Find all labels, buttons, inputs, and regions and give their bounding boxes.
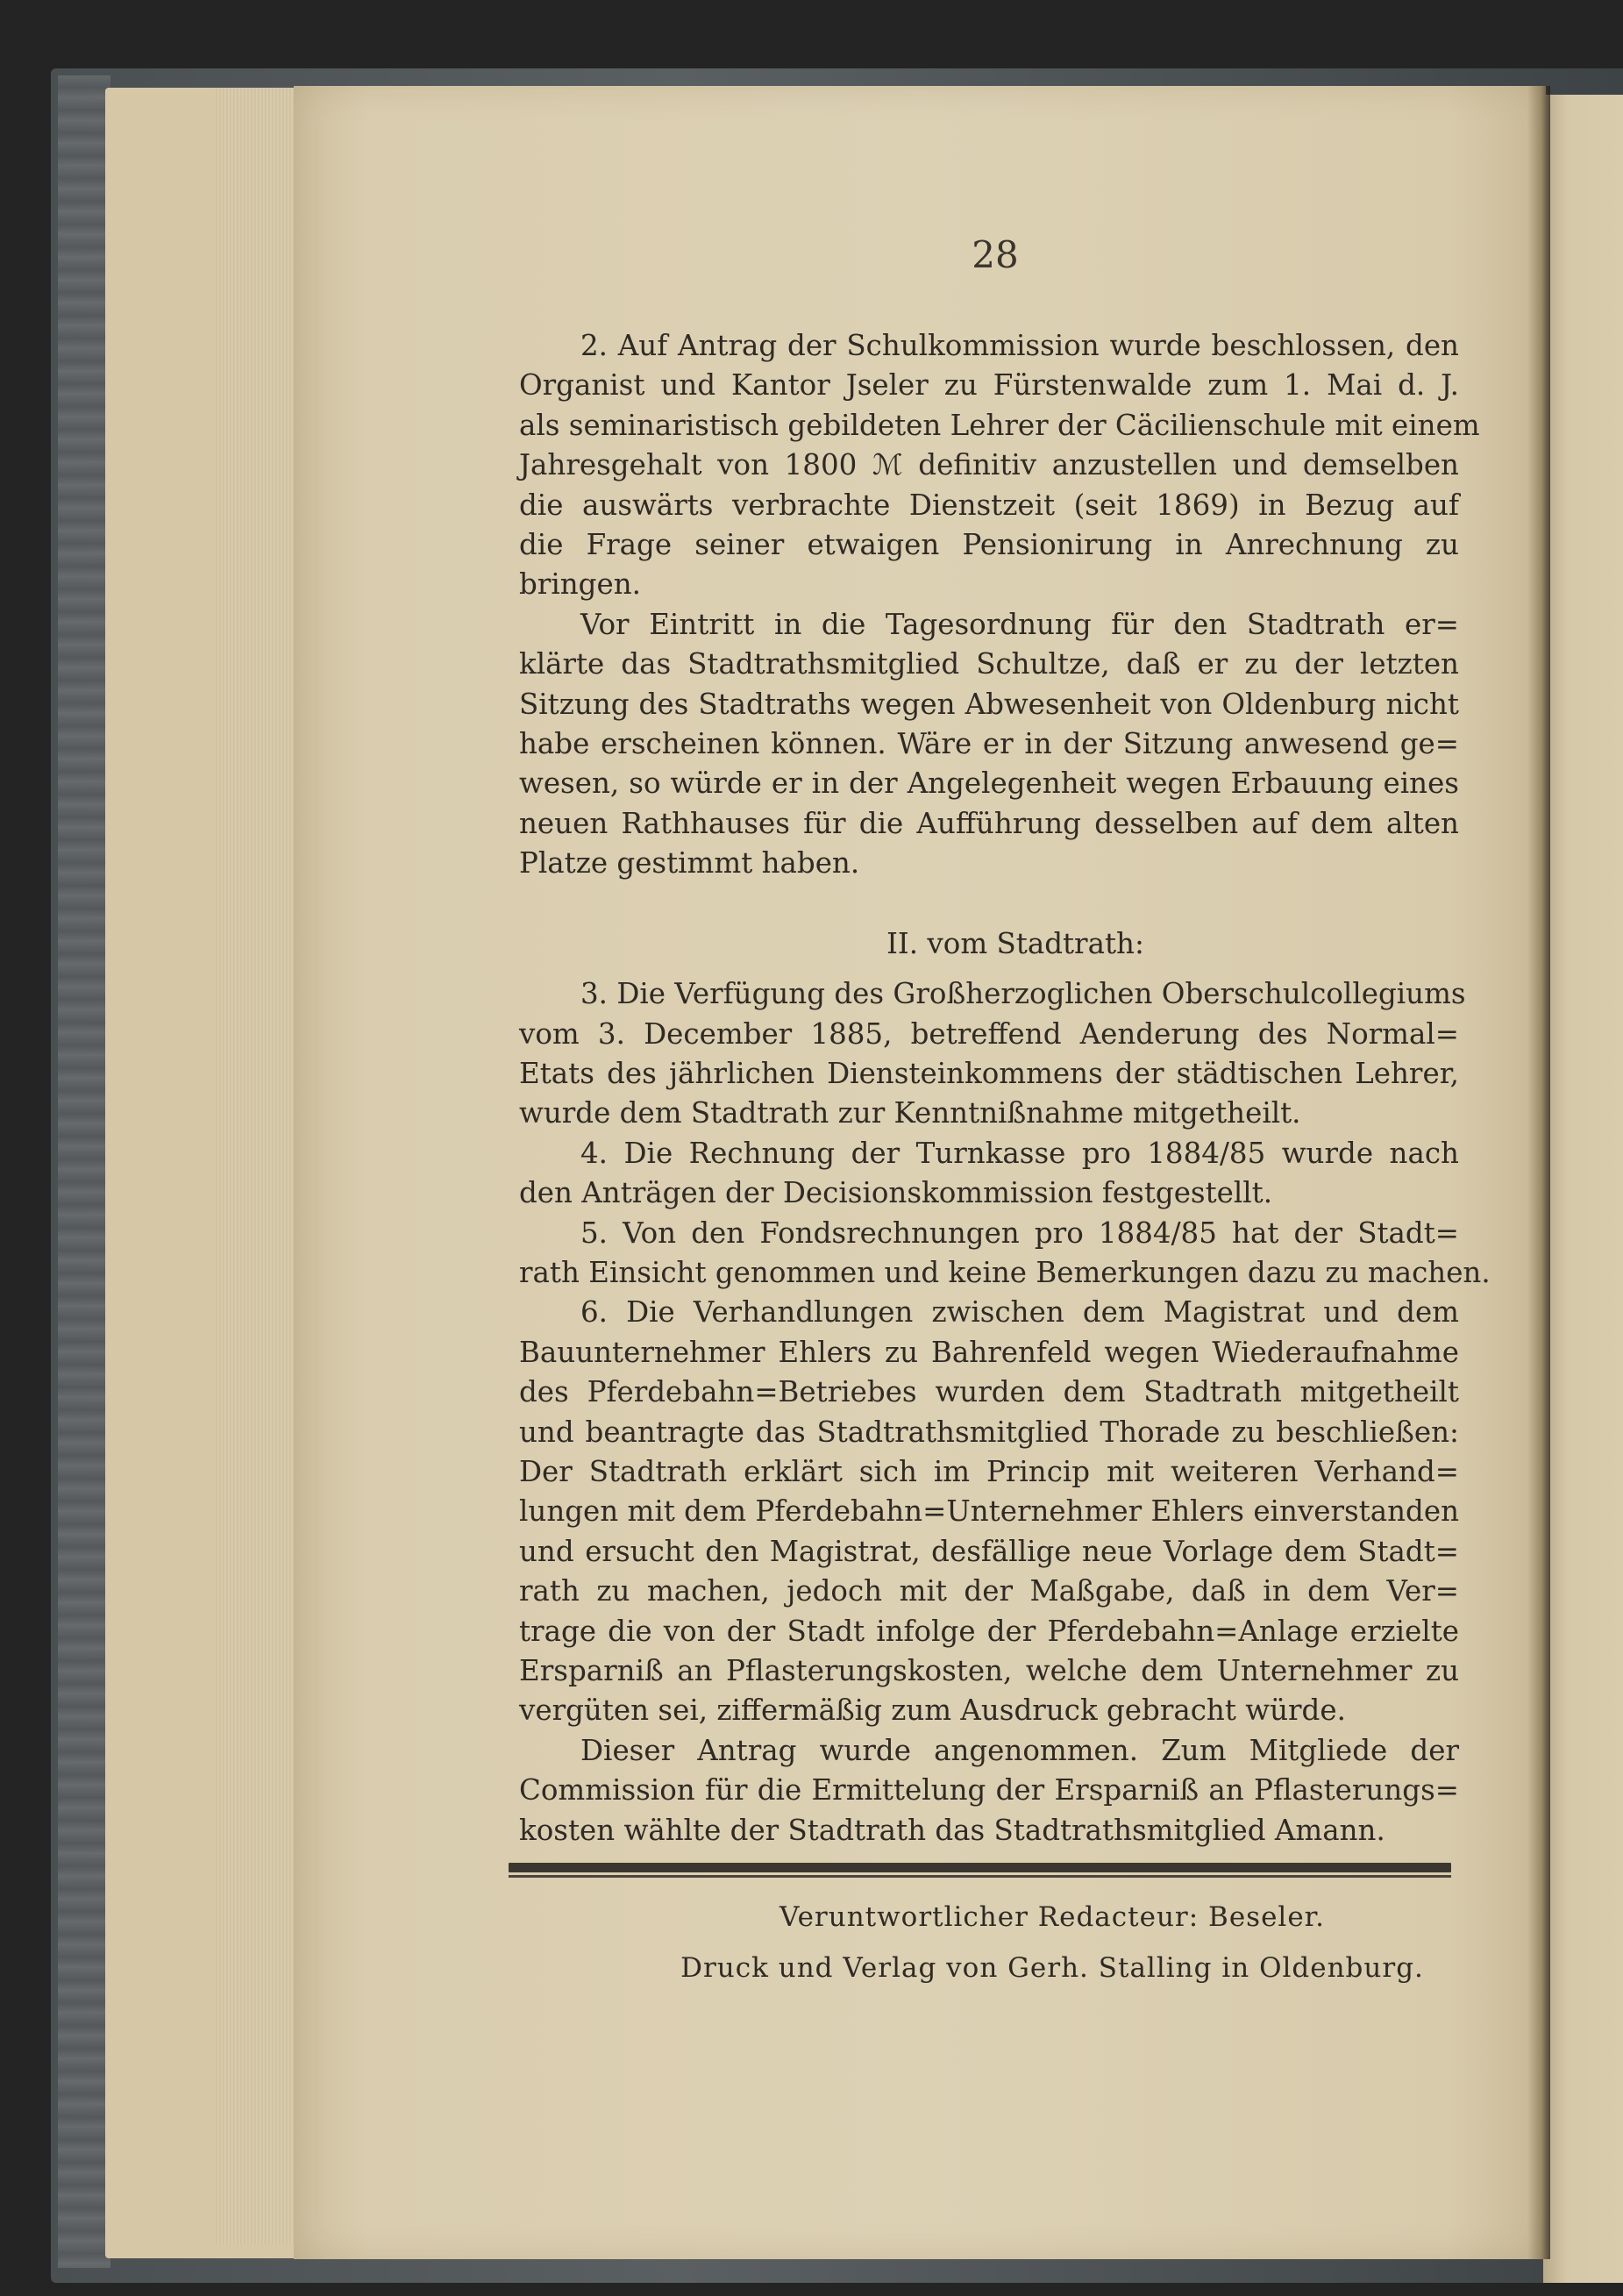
text-line: die Frage seiner etwaigen Pensionirung in Anrechnung zu — [519, 528, 1459, 562]
text-line: und beantragte das Stadtrathsmitglied Thorade zu beschließen: — [519, 1415, 1459, 1449]
text-line: 5. Von den Fondsrechnungen pro 1884/85 hat der Stadt= — [580, 1216, 1459, 1250]
text-line: habe erscheinen können. Wäre er in der Sitzung anwesend ge= — [519, 727, 1459, 761]
text-line: Bauunternehmer Ehlers zu Bahrenfeld wegen Wiederaufnahme — [519, 1335, 1459, 1369]
text-line: trage die von der Stadt infolge der Pferdebahn=Anlage erzielte — [519, 1614, 1459, 1648]
text-line: Dieser Antrag wurde angenommen. Zum Mitgliede der — [580, 1733, 1459, 1767]
text-line: Der Stadtrath erklärt sich im Princip mit weiteren Verhand= — [519, 1454, 1459, 1488]
text-line: Commission für die Ermittelung der Ersparniß an Pflasterungs= — [519, 1773, 1459, 1808]
text-line: wurde dem Stadtrath zur Kenntnißnahme mitgetheilt. — [519, 1096, 1301, 1130]
text-line: 2. Auf Antrag der Schulkommission wurde beschlossen, den — [580, 329, 1459, 362]
text-line: den Anträgen der Decisionskommission festgestellt. — [519, 1176, 1273, 1210]
text-line: bringen. — [519, 567, 641, 602]
text-line: Ersparniß an Pflasterungskosten, welche dem Unternehmer zu — [519, 1654, 1459, 1687]
footer-rule-thin — [509, 1875, 1451, 1878]
text-line: Platze gestimmt haben. — [519, 846, 860, 881]
text-line: vergüten sei, ziffermäßig zum Ausdruck gebracht würde. — [519, 1693, 1346, 1728]
text-line: kosten wählte der Stadtrath das Stadtrathsmitglied Amann. — [519, 1813, 1385, 1847]
publisher-line: Druck und Verlag von Gerh. Stalling in Oldenburg. — [680, 1952, 1424, 1984]
text-line: 6. Die Verhandlungen zwischen dem Magistrat und dem — [580, 1295, 1459, 1330]
text-line: des Pferdebahn=Betriebes wurden dem Stadtrath mitgetheilt — [519, 1375, 1459, 1409]
text-line: 3. Die Verfügung des Großherzoglichen Oberschulcollegiums — [580, 977, 1466, 1011]
text-line: Vor Eintritt in die Tagesordnung für den Stadtrath er= — [580, 607, 1459, 641]
text-line: und ersucht den Magistrat, desfällige neue Vorlage dem Stadt= — [519, 1534, 1459, 1568]
footer-rule — [509, 1863, 1451, 1872]
paragraphs-section-2 — [519, 974, 1491, 1850]
text-line: 4. Die Rechnung der Turnkasse pro 1884/85 wurde nach — [580, 1136, 1459, 1170]
text-line: Organist und Kantor Jseler zu Fürstenwalde zum 1. Mai d. J. — [519, 368, 1459, 403]
text-line: Jahresgehalt von 1800 ℳ definitiv anzustellen und demselben — [519, 448, 1459, 482]
cover-spine-edge — [58, 75, 110, 2268]
section-heading: II. vom Stadtrath: — [886, 926, 1144, 960]
facing-page-edge — [1543, 95, 1623, 2283]
body-text — [519, 326, 1491, 1850]
editor-line: Veruntwortlicher Redacteur: Beseler. — [779, 1901, 1325, 1933]
text-line: rath zu machen, jedoch mit der Maßgabe, daß in dem Ver= — [519, 1574, 1459, 1608]
page-edges — [215, 88, 298, 2245]
text-line: als seminaristisch gebildeten Lehrer der Cäcilienschule mit einem — [519, 408, 1480, 442]
page-gutter-shadow — [1527, 86, 1550, 2259]
text-line: vom 3. December 1885, betreffend Aenderung des Normal= — [519, 1016, 1459, 1051]
text-line: wesen, so würde er in der Angelegenheit wegen Erbauung eines — [519, 767, 1459, 801]
paragraphs-section-1 — [519, 326, 1480, 884]
text-line: lungen mit dem Pferdebahn=Unternehmer Ehlers einverstanden — [519, 1494, 1460, 1529]
text-line: rath Einsicht genommen und keine Bemerkungen dazu zu machen. — [519, 1255, 1491, 1289]
page-number: 28 — [972, 233, 1019, 276]
text-line: klärte das Stadtrathsmitglied Schultze, daß er zu der letzten — [519, 647, 1459, 681]
text-line: Sitzung des Stadtraths wegen Abwesenheit von Oldenburg nicht — [519, 687, 1459, 721]
text-line: neuen Rathhauses für die Aufführung desselben auf dem alten — [519, 806, 1459, 840]
text-line: Etats des jährlichen Diensteinkommens der städtischen Lehrer, — [519, 1056, 1459, 1090]
text-line: die auswärts verbrachte Dienstzeit (seit 1869) in Bezug auf — [519, 488, 1459, 522]
